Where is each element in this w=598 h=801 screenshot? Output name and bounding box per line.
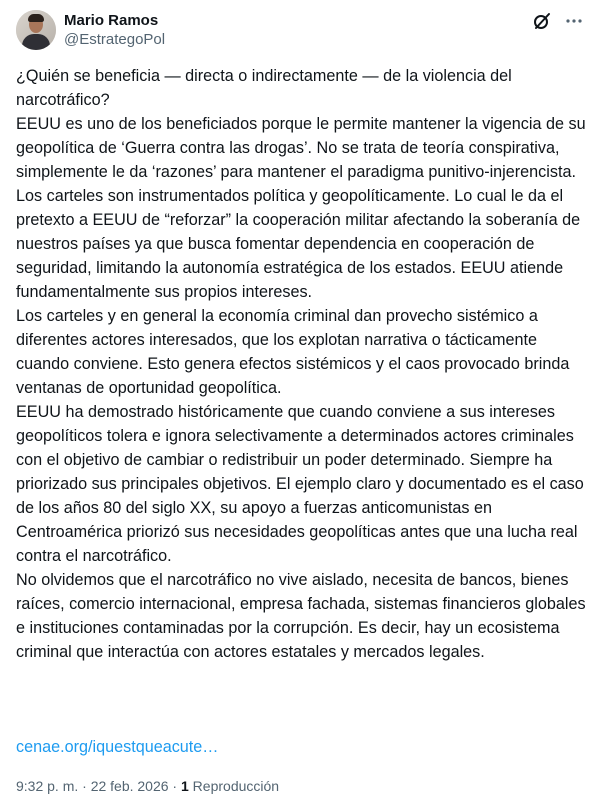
views-label: Reproducción <box>188 778 280 794</box>
timestamp[interactable]: 9:32 p. m. · 22 feb. 2026 · <box>16 778 181 794</box>
tweet-text <box>16 64 586 664</box>
grok-icon[interactable] <box>532 11 552 31</box>
tweet-paragraph: EEUU ha demostrado históricamente que cuando conviene a sus intereses geopolíticos tolera e ignora selectivamente a determinados actores criminales con el objetivo de cambiar o redistribuir un poder determinado. Siempre ha priorizado sus principales objetivos. El ejemplo claro y documentado es el caso de los años 80 del siglo XX, su apoyo a fuerzas anticomunistas en Centroamérica priorizó sus necesidades geopolíticas antes que una lucha real contra el narcotráfico. <box>16 403 584 565</box>
author-handle[interactable]: @EstrategoPol <box>64 31 166 48</box>
tweet-header <box>16 10 584 50</box>
tweet-paragraph: ¿Quién se beneficia — directa o indirectamente — de la violencia del narcotráfico? <box>16 67 512 109</box>
tweet-link[interactable]: cenae.org/iquestqueacute… <box>16 738 219 756</box>
tweet-paragraph: No olvidemos que el narcotráfico no vive aislado, necesita de bancos, bienes raíces, comercio internacional, empresa fachada, sistemas financieros globales e instituciones contaminadas por la corrupción. Es decir, hay un ecosistema criminal que interactúa con actores estatales y mercados legales. <box>16 571 586 661</box>
tweet-paragraph: EEUU es uno de los beneficiados porque le permite mantener la vigencia de su geopolítica de ‘Guerra contra las drogas’. No se trata de teoría conspirativa, simplemente le da ‘razones’ para mantener el paradigma punitivo-injerencista. Los carteles son instrumentados política y geopolíticamente. Lo cual le da el pretexto a EEUU de “reforzar” la cooperación militar afectando la soberanía de nuestros países ya que busca fomentar dependencia en cooperación de seguridad, limitando la autonomía estratégica de los estados. EEUU atiende fundamentalmente sus propios intereses. <box>16 115 586 301</box>
author-names <box>64 11 165 49</box>
avatar-hair <box>28 14 44 22</box>
more-horizontal-icon[interactable] <box>564 11 584 31</box>
views-count: 1 <box>181 778 189 794</box>
avatar[interactable] <box>16 10 56 50</box>
author-display-name[interactable]: Mario Ramos <box>64 12 159 29</box>
tweet-meta <box>16 776 279 796</box>
avatar-body <box>22 34 50 50</box>
tweet-paragraph: Los carteles y en general la economía criminal dan provecho sistémico a diferentes actores interesados, que los explotan narrativa o tácticamente cuando conviene. Esto genera efectos sistémicos y el caos provocado brinda ventanas de oportunidad geopolítica. <box>16 307 570 397</box>
header-actions <box>532 11 584 31</box>
